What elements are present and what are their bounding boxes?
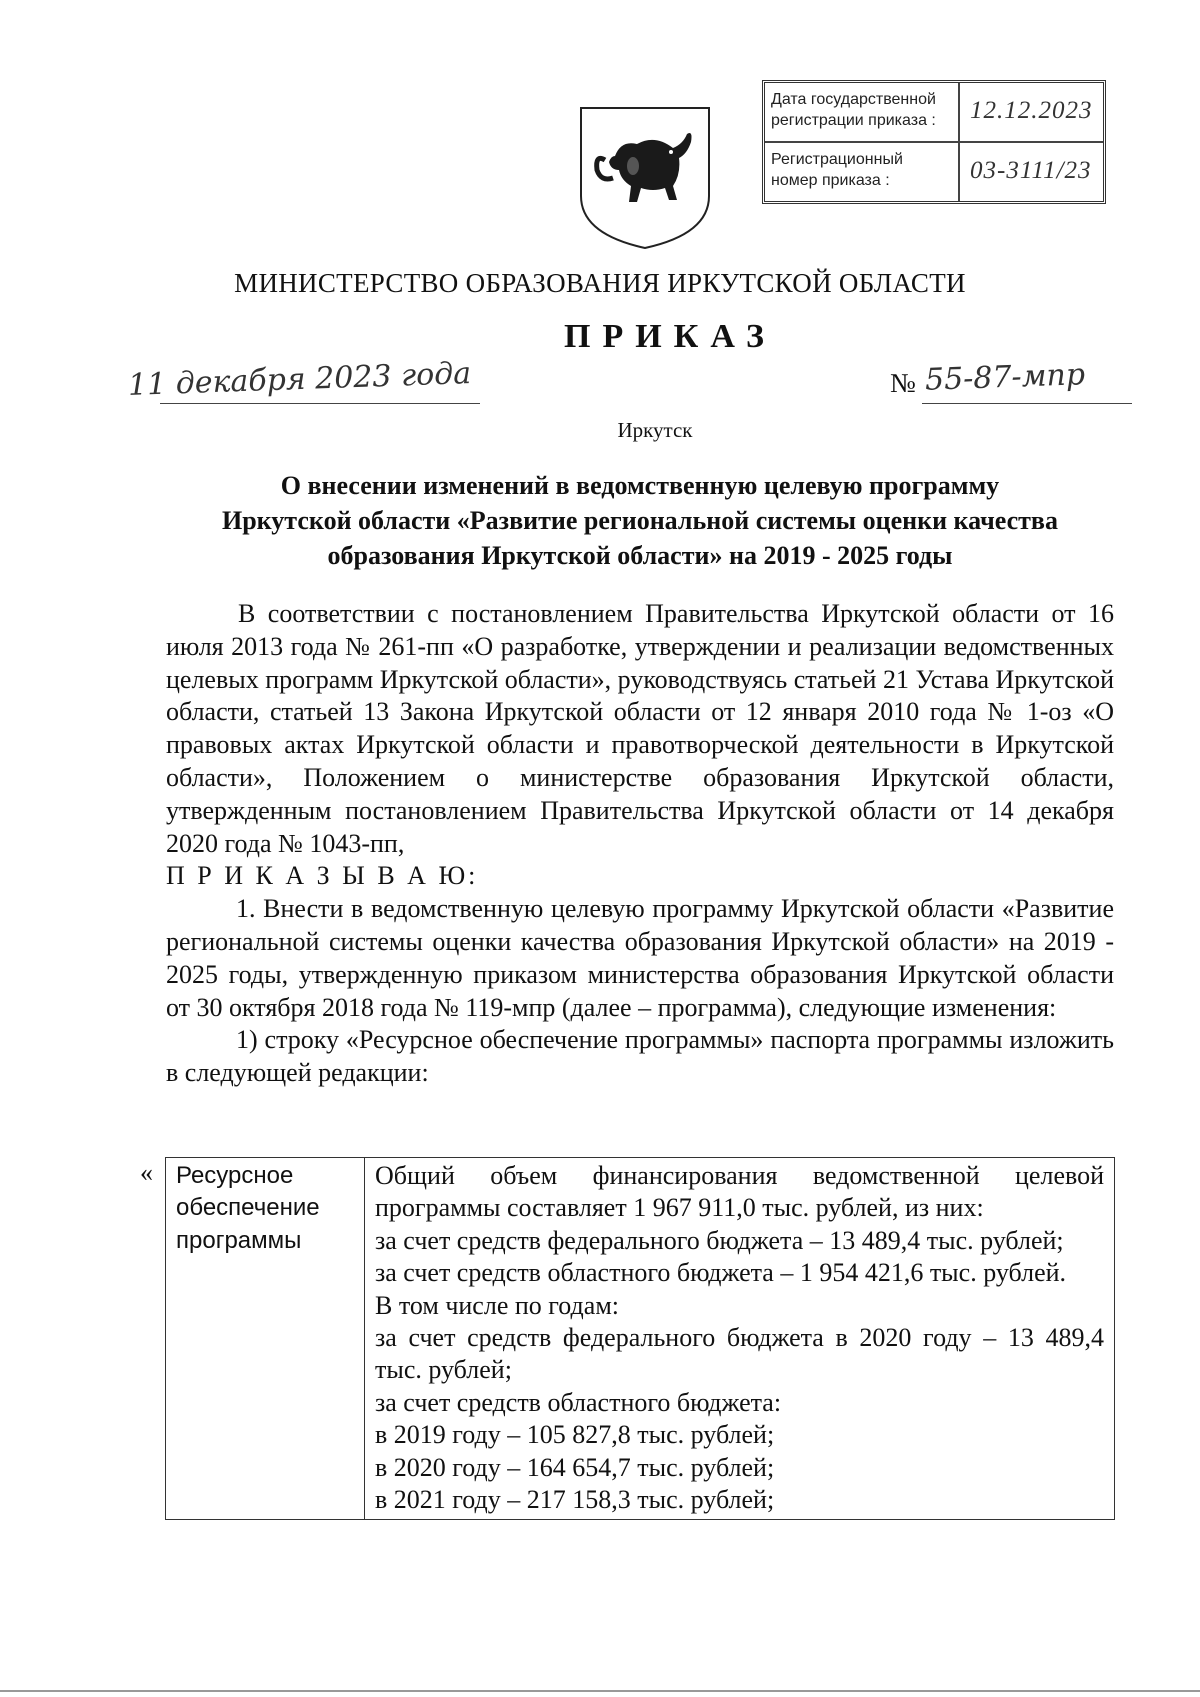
reg-date-value: 12.12.2023 — [970, 97, 1093, 124]
stamp-divider — [958, 143, 960, 201]
page-bottom-edge — [0, 1690, 1200, 1692]
reg-number-label: Регистрационный номер приказа : — [771, 151, 903, 189]
city-name: Иркутск — [617, 418, 693, 442]
order-number-handwritten: 55-87-мпр — [924, 357, 1086, 398]
document-body — [166, 598, 1114, 1090]
order-date-handwritten: 11 декабря 2023 года — [127, 356, 472, 403]
preamble-paragraph: В соответствии с постановлением Правительства Иркутской области от 16 июля 2013 года № 261-пп «О разработке, утверждении и реализации ведомственных целевых программ Иркутской области», руководствуясь статьей 21 Устава Иркутской области, статьей 13 Закона Иркутской области от 12 января 2010 года № 1-оз «О правовых актах Иркутской области и правотворческой деятельности в Иркутской области», Положением о министерстве образования Иркутской области, утвержденным постановлением Правительства Иркутской области от 14 декабря 2020 года № 1043-пп, — [166, 599, 1114, 858]
title-line: Иркутской области «Развитие региональной системы оценки качества — [222, 506, 1058, 535]
row-label-cell: Ресурсное обеспечение программы — [166, 1158, 365, 1520]
item-1-1-paragraph: 1) строку «Ресурсное обеспечение программы» паспорта программы изложить в следующей редакции: — [166, 1025, 1114, 1088]
table-line: в 2021 году – 217 158,3 тыс. рублей; — [375, 1485, 775, 1515]
stamp-row-number — [765, 143, 1103, 201]
table-line: в 2020 году – 164 654,7 тыс. рублей; — [375, 1452, 775, 1482]
title-line: О внесении изменений в ведомственную целевую программу — [280, 471, 1000, 500]
order-number-label: № — [890, 368, 916, 398]
reg-number-value: 03-3111/23 — [970, 157, 1092, 184]
table-row — [166, 1158, 1115, 1520]
table-line: в 2019 году – 105 827,8 тыс. рублей; — [375, 1420, 775, 1450]
reg-date-label: Дата государственной регистрации приказа : — [771, 91, 936, 129]
document-title — [160, 468, 1120, 573]
irkutsk-coat-of-arms-icon — [575, 104, 715, 252]
table-line: Общий объем финансирования ведомственной целевой программы составляет 1 967 911,0 тыс. рублей, из них: — [375, 1161, 1104, 1223]
registration-stamp — [762, 80, 1106, 204]
table-line: за счет средств федерального бюджета в 2020 году – 13 489,4 тыс. рублей; — [375, 1323, 1104, 1385]
stamp-divider — [958, 83, 960, 141]
table-line: за счет средств федерального бюджета – 13 489,4 тыс. рублей; — [375, 1225, 1064, 1255]
item-1-paragraph: 1. Внести в ведомственную целевую программу Иркутской области «Развитие региональной системы оценки качества образования Иркутской области» на 2019 - 2025 годы, утвержденную приказом министерства образования Иркутской области от 30 октября 2018 года № 119-мпр (далее – программа), следующие изменения: — [166, 894, 1114, 1022]
date-underline — [160, 403, 480, 404]
resource-table — [165, 1157, 1115, 1520]
table-line: за счет средств областного бюджета – 1 954 421,6 тыс. рублей. — [375, 1258, 1067, 1288]
opening-quote: « — [140, 1158, 153, 1187]
row-value-cell — [365, 1158, 1115, 1520]
table-line: за счет средств областного бюджета: — [375, 1387, 782, 1417]
number-underline — [922, 403, 1132, 404]
title-line: образования Иркутской области» на 2019 - 2025 годы — [327, 541, 953, 570]
document-type: ПРИКАЗ — [564, 318, 776, 355]
ministry-name: МИНИСТЕРСТВО ОБРАЗОВАНИЯ ИРКУТСКОЙ ОБЛАСТИ — [234, 268, 966, 298]
order-word: П Р И К А З Ы В А Ю: — [166, 861, 479, 891]
table-line: В том числе по годам: — [375, 1290, 619, 1320]
stamp-row-date — [765, 83, 1103, 143]
